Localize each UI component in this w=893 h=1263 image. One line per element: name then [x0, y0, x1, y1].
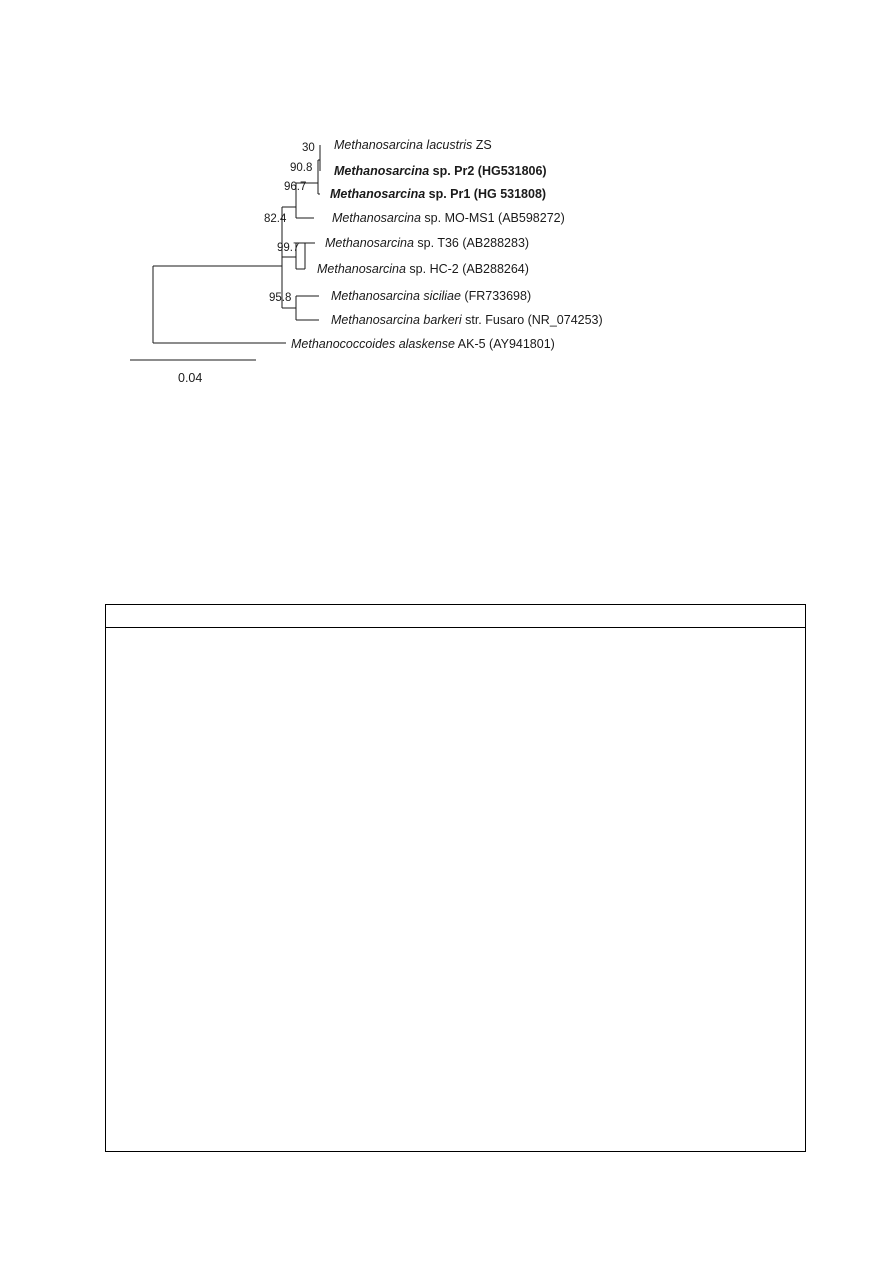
scale-bar-label: 0.04 — [178, 371, 203, 385]
bootstrap-values — [264, 142, 315, 304]
taxon-labels — [291, 138, 603, 351]
taxon-label: Methanosarcina sp. Pr2 (HG531806) — [334, 164, 547, 178]
bootstrap-value: 99.7 — [277, 242, 300, 254]
phylogenetic-tree — [0, 0, 893, 420]
taxon-label: Methanosarcina lacustris ZS — [334, 138, 492, 152]
empty-figure-box — [105, 604, 806, 1152]
taxon-label: Methanosarcina barkeri str. Fusaro (NR_074253) — [331, 313, 603, 327]
taxon-label: Methanosarcina sp. HC-2 (AB288264) — [317, 262, 529, 276]
taxon-label: Methanosarcina sp. MO-MS1 (AB598272) — [332, 211, 565, 225]
taxon-label: Methanococcoides alaskense AK-5 (AY941801) — [291, 337, 555, 351]
bootstrap-value: 95.8 — [269, 292, 292, 304]
bootstrap-value: 82.4 — [264, 213, 287, 225]
bootstrap-value: 90.8 — [290, 162, 313, 174]
scale-bar — [130, 360, 256, 385]
bootstrap-value: 96.7 — [284, 181, 307, 193]
empty-figure-box-header — [106, 605, 805, 628]
taxon-label: Methanosarcina sp. T36 (AB288283) — [325, 236, 530, 250]
taxon-label: Methanosarcina siciliae (FR733698) — [331, 289, 532, 303]
bootstrap-value: 30 — [302, 142, 315, 154]
taxon-label: Methanosarcina sp. Pr1 (HG 531808) — [330, 187, 547, 201]
